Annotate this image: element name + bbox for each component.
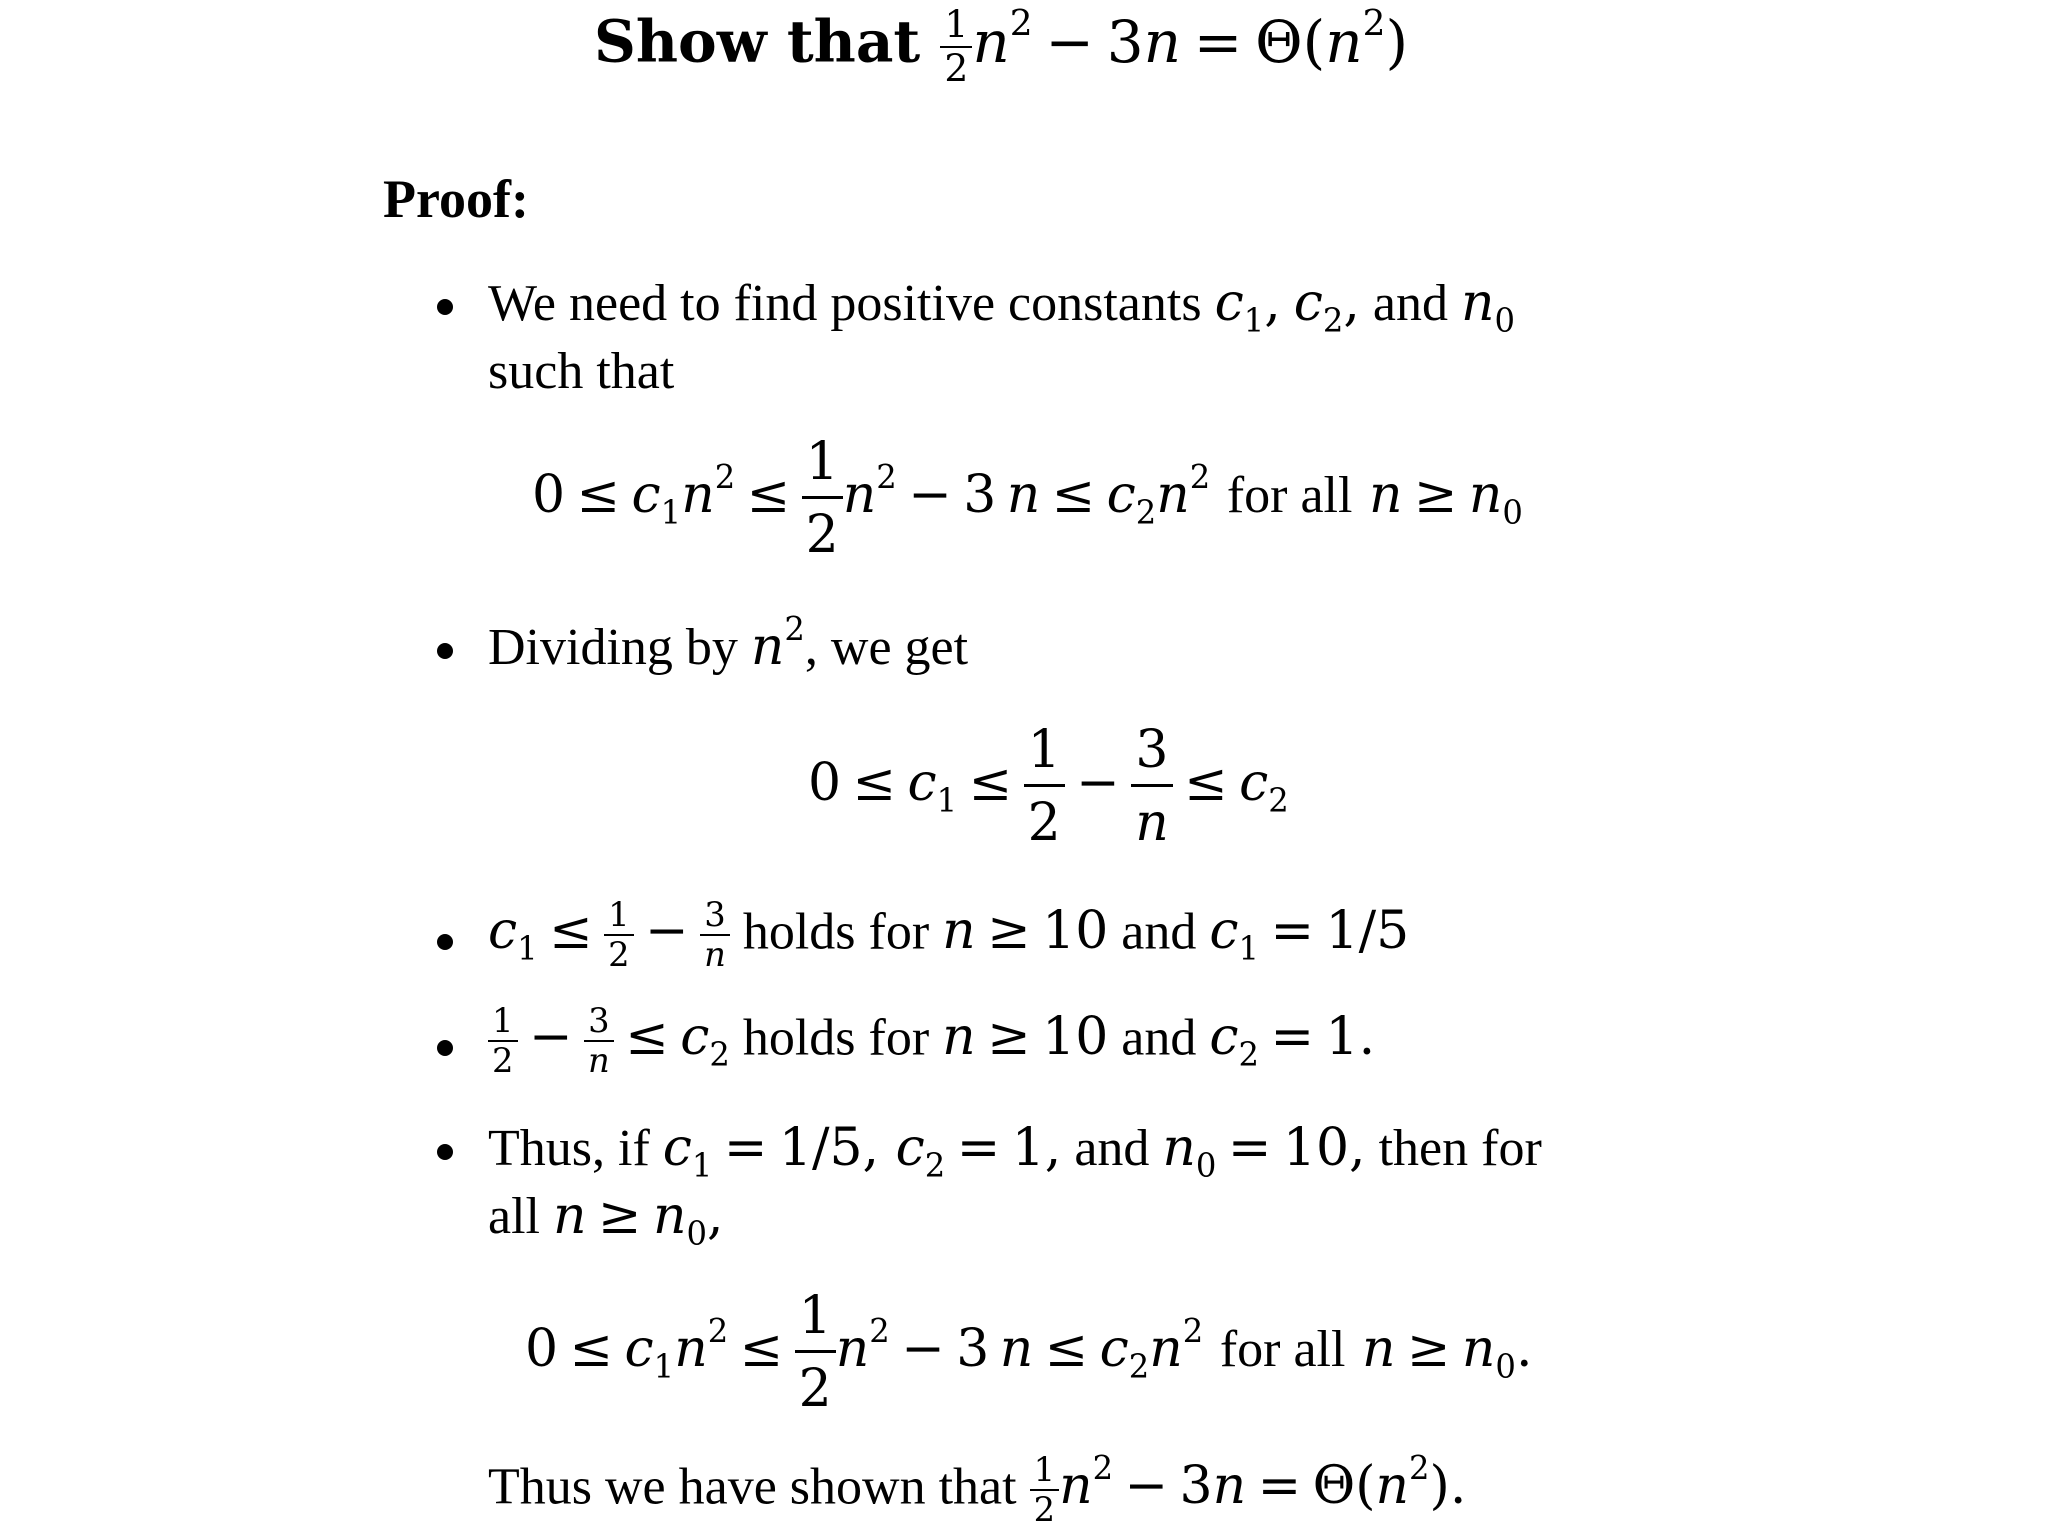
title-formula: $\frac{1}{2}$ $n^2 - 3n = \Theta(n^2)$ [940, 8, 1408, 76]
and-word: and [1372, 275, 1448, 332]
conclusion-text: Thus we have shown that [488, 1458, 1017, 1516]
display-equation-1: $0 \le c_1n^2$ ≤ $\frac{1}{2}$ $n^2 - 3$ $n \le c_2n^2$ for all $n \ge n_0$ [532, 432, 1523, 565]
math-c1-inequality: $c_1$ ≤ $\frac{1}{2}$ − $\frac{3}{n}$ [488, 901, 730, 961]
display-equation-3: $0 \le c_1n^2$ ≤ $\frac{1}{2}$ $n^2 - 3$ $n \le c_2n^2$ for all $n \ge n_0$. [525, 1286, 1533, 1419]
holds-for-text: holds for [742, 1009, 930, 1067]
then-for-text: then for [1378, 1120, 1542, 1177]
and-word: and [1121, 1009, 1197, 1067]
page-title [594, 2, 1409, 90]
bullet-constants [488, 273, 1516, 340]
math-n0-value: $n_0 = 10$, [1162, 1118, 1366, 1185]
bullet-marker [437, 1144, 453, 1160]
for-all-text: for all [1226, 467, 1353, 524]
math-n0: $n_0$ [1461, 273, 1516, 340]
for-all-text: for all [1219, 1321, 1346, 1378]
bullet-c2-condition [488, 1001, 1376, 1080]
math-n-squared: $n^2$ [750, 609, 805, 677]
math-c2: $c_2$, [1293, 273, 1360, 340]
bullet-text-tail: , we get [804, 619, 969, 676]
all-text: all [488, 1188, 540, 1245]
math-c1-value: $c_1 = 1/5$ [1209, 901, 1410, 968]
math-c2-inequality: $\frac{1}{2}$ − $\frac{3}{n}$ ≤ $c_2$ [488, 1007, 730, 1067]
bullet-marker [437, 643, 453, 659]
display-equation-2: $0 \le c_1$ ≤ $\frac{1}{2}$ − $\frac{3}{n}$ ≤ $c_2$ [808, 720, 1289, 853]
thus-if-text: Thus, if [488, 1120, 650, 1177]
math-n-ge-n0: $n \ge n_0$, [552, 1186, 724, 1253]
math-conclusion: $\frac{1}{2}$ $n^2 - 3n = \Theta(n^2)$. [1030, 1456, 1467, 1516]
holds-for-text: holds for [742, 903, 930, 961]
math-n-ge-10: n ≥ 10 [942, 1007, 1109, 1068]
math-c1: $c_1$, [1214, 273, 1281, 340]
bullet-marker [437, 934, 453, 950]
bullet-conclusion-setup [488, 1118, 1542, 1185]
math-n-ge-10: n ≥ 10 [942, 901, 1109, 962]
title-prefix: Show that [594, 7, 921, 76]
conclusion-line [488, 1449, 1467, 1529]
and-word: and [1121, 903, 1197, 961]
bullet-constants-continued: such that [488, 343, 675, 400]
bullet-text: Dividing by [488, 619, 738, 676]
bullet-text: We need to find positive constants [488, 275, 1202, 332]
bullet-marker [437, 1040, 453, 1056]
bullet-c1-condition [488, 895, 1410, 974]
bullet-dividing [488, 609, 969, 677]
proof-label: Proof: [383, 169, 529, 229]
bullet-conclusion-continued [488, 1186, 724, 1253]
and-word: and [1074, 1120, 1150, 1177]
bullet-marker [437, 299, 453, 315]
math-constants-values: $c_1 = 1/5$, $c_2 = 1$, [662, 1118, 1062, 1185]
math-c2-value: $c_2 = 1$. [1209, 1007, 1376, 1074]
